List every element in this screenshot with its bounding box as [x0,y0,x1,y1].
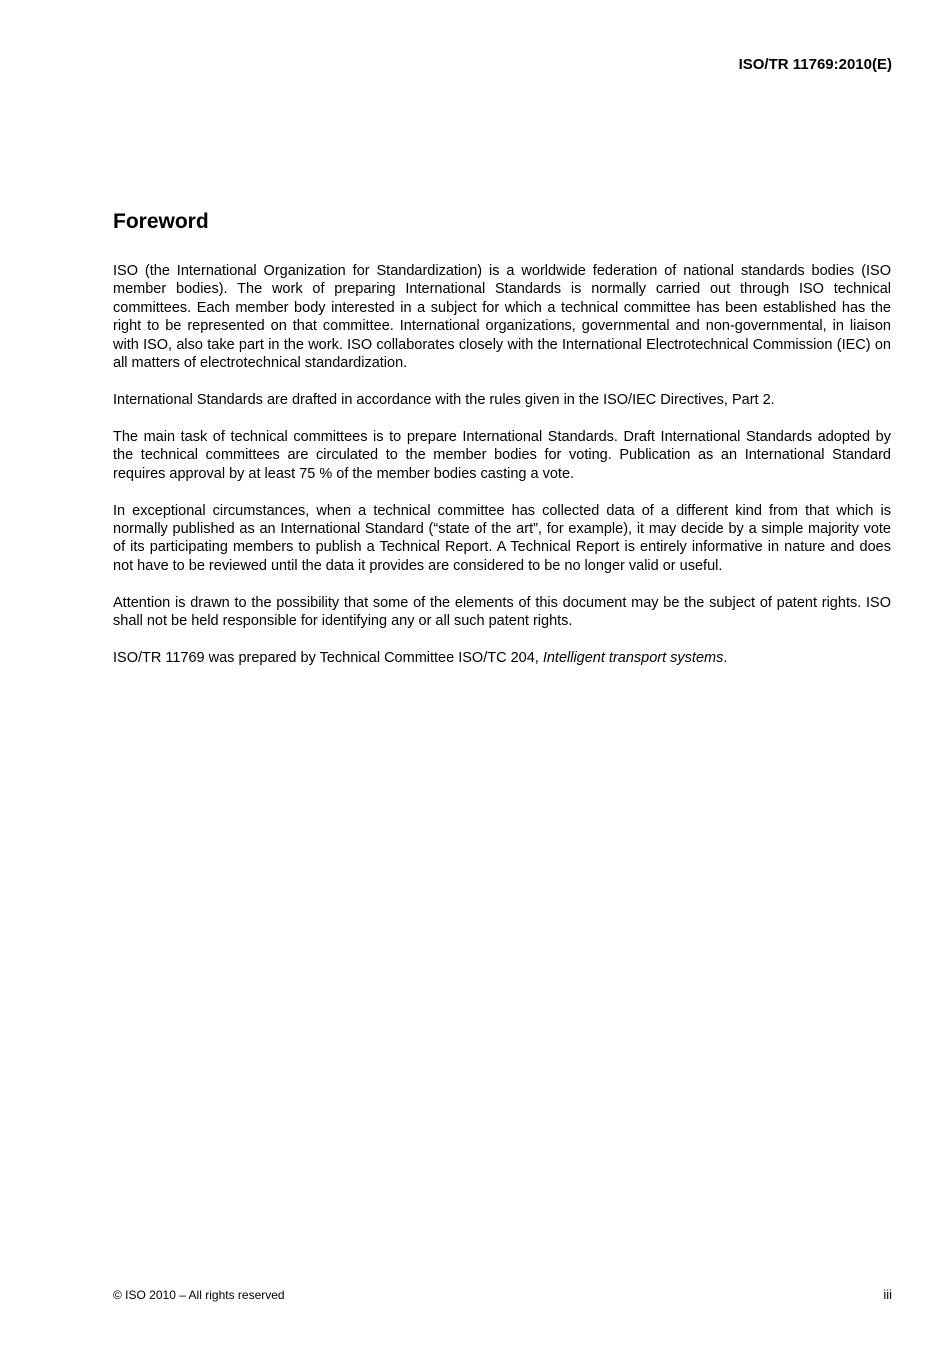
foreword-section [113,207,891,686]
page-title: Foreword [113,210,209,233]
committee-title: Intelligent transport systems [542,650,724,666]
paragraph-prepared-by [113,649,891,667]
paragraph-committee-task: The main task of technical committees is to prepare International Standards. Draft International Standards adopted by the technical committees are circulated to the member bodies for voting. Publication as an International Standard requires approval by at least 75 % of the member bodies casting a vote. [113,428,891,482]
document-id: ISO/TR 11769:2010(E) [738,56,892,73]
prepared-by-text: ISO/TR 11769 was prepared by Technical Committee ISO/TC 204, [113,650,543,666]
paragraph-technical-report: In exceptional circumstances, when a technical committee has collected data of a different kind from that which is normally published as an International Standard (“state of the art”, for example), it may decide by a simple majority vote of its participating members to publish a Technical Report. A Technical Report is entirely informative in nature and does not have to be reviewed until the data it provides are considered to be no longer valid or useful. [113,502,891,574]
paragraph-patent-rights: Attention is drawn to the possibility that some of the elements of this document may be the subject of patent rights. ISO shall not be held responsible for identifying any or all such patent rights. [113,594,891,630]
paragraph-drafting-rules: International Standards are drafted in accordance with the rules given in the ISO/IEC Directives, Part 2. [113,391,775,408]
prepared-by-end: . [723,650,728,666]
copyright-notice: © ISO 2010 – All rights reserved [113,1288,285,1302]
page-number: iii [883,1287,892,1302]
paragraph-iso-description: ISO (the International Organization for Standardization) is a worldwide federation of national standards bodies (ISO member bodies). The work of preparing International Standards is normally carried out through ISO technical committees. Each member body interested in a subject for which a technical committee has been established has the right to be represented on that committee. International organizations, governmental and non-governmental, in liaison with ISO, also take part in the work. ISO collaborates closely with the International Electrotechnical Commission (IEC) on all matters of electrotechnical standardization. [113,263,891,372]
